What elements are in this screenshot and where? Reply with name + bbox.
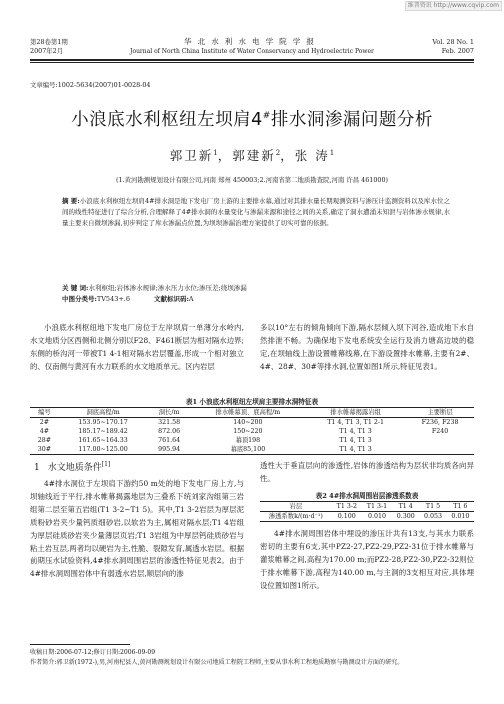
table-cell: 幕顶198 — [235, 437, 261, 444]
table2-header-cell: 岩层 — [260, 502, 332, 512]
table1-header-row — [30, 408, 474, 418]
body-right-top — [260, 460, 474, 486]
keywords — [62, 283, 247, 293]
table-cell: 321.58 — [158, 419, 181, 426]
header-journal-en: Journal of North China Institute of Water Conservancy and Hydroelectric Power — [130, 48, 374, 55]
author-3: 张 涛 — [294, 148, 330, 163]
table-cell: 140~200 — [233, 419, 263, 426]
table1-header-cell: 主要断层 — [406, 408, 474, 418]
table-cell: 0.100 — [332, 512, 362, 522]
doc-code: A — [188, 295, 194, 303]
table-row — [30, 436, 474, 445]
author-sep-1: ， — [217, 148, 233, 163]
keywords-text: 水利枢纽;岩体渗水规律;渗水压力水位;渗压差;绕坝渗漏 — [88, 284, 247, 292]
table-cell — [406, 445, 474, 455]
table-cell: 幕底85,100 — [191, 445, 305, 455]
title-sup: # — [262, 111, 271, 122]
table-cell: 28# — [37, 437, 52, 444]
body-left-column — [30, 478, 244, 581]
classification — [62, 294, 194, 304]
header-rule — [30, 59, 474, 61]
table-cell: 161.65~164.33 — [78, 437, 128, 444]
paragraph: 4#排水洞周围岩体中埋设的渗压计共有13支,与其水力联系密切的主要有6支,其中PZ2-27,PZ2-29,PZ2-31位于排水帷幕与灌浆帷幕之间,高程为170.00 m;而PZ2-28,PZ2-30,PZ2-32则位于排水帷幕下游,高程为140.00 m,与主洞的3支相互对应,具体埋设位置如图1所示。 — [260, 529, 474, 590]
author-1: 郭卫新 — [169, 148, 214, 163]
table-cell: 185.17~189.42 — [78, 428, 128, 435]
authors — [0, 146, 504, 164]
table-cell: T1 4, T1 3 — [339, 428, 372, 435]
table2-header-row — [260, 502, 474, 512]
header-volume-en: Vol. 28 No. 1 — [432, 38, 474, 46]
intro-left-column — [30, 322, 244, 374]
header-date-cn: 2007年2月 — [30, 47, 64, 55]
table2 — [260, 501, 474, 522]
table-row — [30, 445, 474, 455]
author-sep-2: ， — [280, 148, 295, 163]
header-volume-cn: 第28卷第1期 — [30, 38, 68, 46]
table1-header-cell: 排水帷幕顶、底高程/m — [191, 408, 305, 418]
table-cell: 0.010 — [447, 512, 474, 522]
table-cell: 150~220 — [233, 428, 263, 435]
table-cell: 153.95~170.17 — [78, 419, 128, 426]
header-date-en: Feb. 2007 — [441, 47, 474, 55]
table-cell: 995.94 — [147, 445, 190, 455]
table1 — [30, 407, 474, 455]
paragraph: 透性大于垂直层向的渗透性,岩体的渗透结构为层状非均质各向异性。 — [260, 461, 474, 483]
table2-header-cell: T1 6 — [447, 502, 474, 512]
author-1-sup: 1 — [213, 148, 218, 157]
clc-code: TV543+.6 — [96, 295, 130, 303]
author-bio: 作者简介:郭卫新(1972-),男,河南杞县人,黄河勘测规划设计有限公司地质工程院工程师,主要从事水利工程地质勘察与勘测设计方面的研究。 — [30, 658, 404, 666]
affiliation: (1.黄河勘测规划设计有限公司,河南 郑州 450003;2.河南省第二地质勘查院,河南 许昌 461000) — [115, 176, 389, 184]
table-cell — [406, 436, 474, 445]
header-journal-cn: 华北水利水电学院学报 — [184, 37, 320, 46]
clc-label: 中图分类号: — [62, 295, 97, 303]
table1-header-cell: 编号 — [30, 408, 59, 418]
table-cell: 0.010 — [362, 512, 392, 522]
author-2-sup: 2 — [275, 148, 281, 157]
keywords-label: 关 键 词: — [62, 284, 89, 292]
table-cell: 0.300 — [392, 512, 419, 522]
table2-caption: 表2 4#排水洞周围岩层渗透系数表 — [315, 492, 419, 500]
table-cell: 117.00~125.00 — [59, 445, 148, 455]
paragraph: 小浪底水利枢纽地下发电厂房位于左岸坝肩一单薄分水岭内,水文地质分区西侧和北侧分别以F28、F461断层为相对隔水边界;东侧的桥沟河一带被T1 4-1相对隔水岩层覆盖,形成一个相对独立的、仅南侧与黄河有水力联系的水文地质单元。区内岩层 — [30, 323, 244, 371]
footnote — [30, 648, 474, 667]
table-cell: 0.053 — [419, 512, 446, 522]
table-cell: F240 — [431, 428, 449, 435]
table2-header-cell: T1 5 — [419, 502, 446, 512]
table2-header-cell: T1 3-1 — [362, 502, 392, 512]
paragraph: 4#排水洞位于左坝肩下游约50 m处的地下发电厂房上方,与坝轴线近于平行,排水帷幕揭露地层为三叠系下统刘家沟组第三岩组第二层至第五岩组(T1 3-2~T1 5)。其中,T1 3-2岩层为厚层泥质粉砂岩夹少量钙质细砂岩,以软岩为主,属相对隔水层;T1 4岩组为厚层硅质砂岩夹少量薄层页岩;T1 3岩组为中厚层钙硅质砂岩与粘土岩互层,两者均以硬岩为主,性脆、裂隙发育,属透水岩层。根据前期压水试验资料,4#排水洞周围岩层的渗透性特征见表2。由于4#排水洞周围岩体中有弱透水岩层,顺层向的渗 — [30, 479, 244, 579]
abstract-label: 摘 要: — [62, 197, 80, 205]
table-cell: 30# — [30, 445, 59, 455]
intro-right-column — [260, 322, 474, 374]
section-number: 1 — [34, 463, 40, 473]
table-cell: 761.64 — [158, 437, 181, 444]
abstract-text: 小浪底水利枢纽左坝肩4#排水洞是地下发电厂房上游的主要排水幕,通过对其排水量长期观测资料与渗压计监测资料以及库水位之间的线性特征进行了综合分析,合理解释了4#排水洞的水量变化与渗漏来源和途径之间的关系,确定了洞水遭涌未知泄与岩体渗水规律,水量主要来自微坝渗漏,初步判定了库水渗漏点位置,为坝坝渗漏治理方案提供了切实可靠的依据。 — [62, 197, 450, 227]
table2-header-cell: T1 3-2 — [332, 502, 362, 512]
author-3-sup: 1 — [329, 148, 335, 157]
author-2: 郭建新 — [232, 148, 276, 163]
table1-caption: 表1 小浪底水利枢纽左坝肩主要排水洞特征表 — [185, 398, 319, 406]
abstract — [62, 196, 450, 228]
footnote-rule — [30, 644, 130, 645]
title-part-2: 排水洞渗漏问题分析 — [270, 110, 433, 130]
table1-header-cell: 洞长/m — [147, 408, 190, 418]
paper-title — [0, 106, 504, 131]
paragraph: 多以10°左右的倾角倾向下游,隔水层倾入坝下河谷,造成地下水自然排泄不畅。为确保地下发电系统安全运行及消力塘高边坡的稳定,在坝轴线上游设置帷幕线幕,在下游设置排水帷幕,主要有2#、4#、28#、30#等排水洞,位置如图1所示,特征见表1。 — [260, 323, 474, 371]
table-cell: T1 4, T1 3 — [339, 437, 372, 444]
body-right-bottom — [260, 528, 474, 593]
table-cell: 渗透系数k/(m·d⁻¹) — [260, 512, 332, 522]
table-row — [260, 512, 474, 522]
article-number: 文章编号:1002-5634(2007)01-0028-04 — [30, 81, 151, 89]
title-part-1: 小浪底水利枢纽左坝肩4 — [71, 110, 263, 130]
table2-header-cell: T1 4 — [392, 502, 419, 512]
header-rule-thin — [30, 62, 474, 63]
table-cell: T1 4, T1 3 — [305, 445, 406, 455]
watermark: 维普资讯 http://www.cqvip.com — [405, 1, 502, 11]
table-cell: 4# — [39, 428, 50, 435]
doc-code-label: 文献标识码: — [154, 295, 189, 303]
table-cell: 872.06 — [158, 428, 181, 435]
received-date: 收稿日期:2006-07-12;修订日期:2006-09-09 — [30, 649, 156, 656]
table-row — [30, 418, 474, 428]
table1-header-cell: 洞底高程/m — [59, 408, 148, 418]
section-title: 水文地质条件 — [47, 463, 102, 473]
section-ref: [1] — [101, 461, 111, 468]
table-row — [30, 427, 474, 436]
section-heading — [34, 460, 110, 473]
table-cell: T1 4, T1 3, T1 2-1 — [327, 419, 384, 426]
table-cell: F236, F238 — [421, 419, 459, 426]
table1-header-cell: 排水帷幕揭露岩组 — [305, 408, 406, 418]
table-cell: 2# — [39, 419, 50, 426]
